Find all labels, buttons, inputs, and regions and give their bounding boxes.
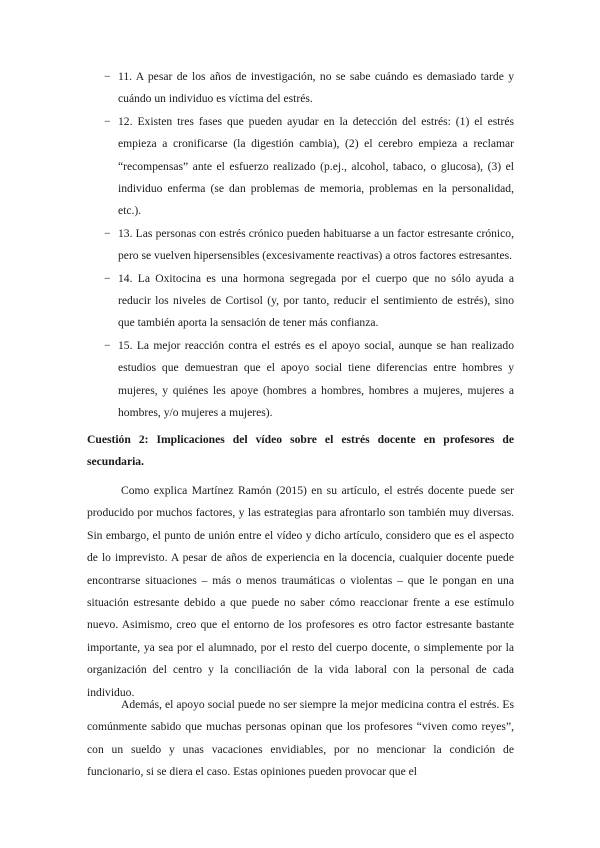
list-item [104, 223, 514, 268]
findings-list [104, 66, 514, 425]
list-item-text: 11. A pesar de los años de investigación, no se sabe cuándo es demasiado tarde y cuándo un individuo es víctima del estrés. [118, 70, 514, 106]
body-paragraph: Como explica Martínez Ramón (2015) en su artículo, el estrés docente puede ser producido por muchos factores, y las estrategias para afrontarlo son también muy diversas. Sin embargo, el punto de unión entre el vídeo y dicho artículo, considero que es el aspecto de lo imprevisto. A pesar de años de experiencia en la docencia, cualquier docente puede encontrarse situaciones – más o menos traumáticas o violentas – que le pongan en una situación estresante debido a que puede no saber cómo reaccionar frente a ese estímulo nuevo. Asimismo, creo que el entorno de los profesores es otro factor estresante bastante importante, ya sea por el alumnado, por el resto del cuerpo docente, o simplemente por la organización del centro y la conciliación de la vida laboral con la personal de cada individuo. [87, 484, 514, 699]
dash-bullet: − [104, 338, 111, 352]
dash-bullet: − [104, 271, 111, 285]
list-item [104, 66, 514, 111]
list-item [104, 335, 514, 425]
body-paragraph: Además, el apoyo social puede no ser siempre la mejor medicina contra el estrés. Es comúnmente sabido que muchas personas opinan que los profesores “viven como reyes”, con un sueldo y unas vacaciones envidiables, por no mencionar la condición de funcionario, si se diera el caso. Estas opiniones pueden provocar que el [87, 698, 514, 779]
dash-bullet: − [104, 226, 111, 240]
section-heading: Cuestión 2: Implicaciones del vídeo sobre el estrés docente en profesores de secundaria. [87, 433, 514, 469]
dash-bullet: − [104, 70, 111, 83]
list-item [104, 111, 514, 223]
list-item-text: 12. Existen tres fases que pueden ayudar en la detección del estrés: (1) el estrés empieza a cronificarse (la digestión cambia), (2) el cerebro empieza a reclamar “recompensas” ante el esfuerzo realizado (p.ej., alcohol, tabaco, o glucosa), (3) el individuo enferma (se dan problemas de memoria, problemas en la personalidad, etc.). [118, 114, 514, 218]
list-item-text: 15. La mejor reacción contra el estrés es el apoyo social, aunque se han realizado estudios que demuestran que el apoyo social tiene diferencias entre hombres y mujeres, y quiénes les apoye (hombres a hombres, hombres a mujeres, mujeres a hombres, y/o mujeres a mujeres). [118, 338, 514, 420]
list-item-text: 14. La Oxitocina es una hormona segregada por el cuerpo que no sólo ayuda a reducir los niveles de Cortisol (y, por tanto, reducir el sentimiento de estrés), sino que también aporta la sensación de tener más confianza. [118, 271, 514, 330]
list-item-text: 13. Las personas con estrés crónico pueden habituarse a un factor estresante crónico, pero se vuelven hipersensibles (excesivamente reactivas) a otros factores estresantes. [118, 226, 514, 263]
dash-bullet: − [104, 114, 111, 128]
list-item [104, 268, 514, 335]
